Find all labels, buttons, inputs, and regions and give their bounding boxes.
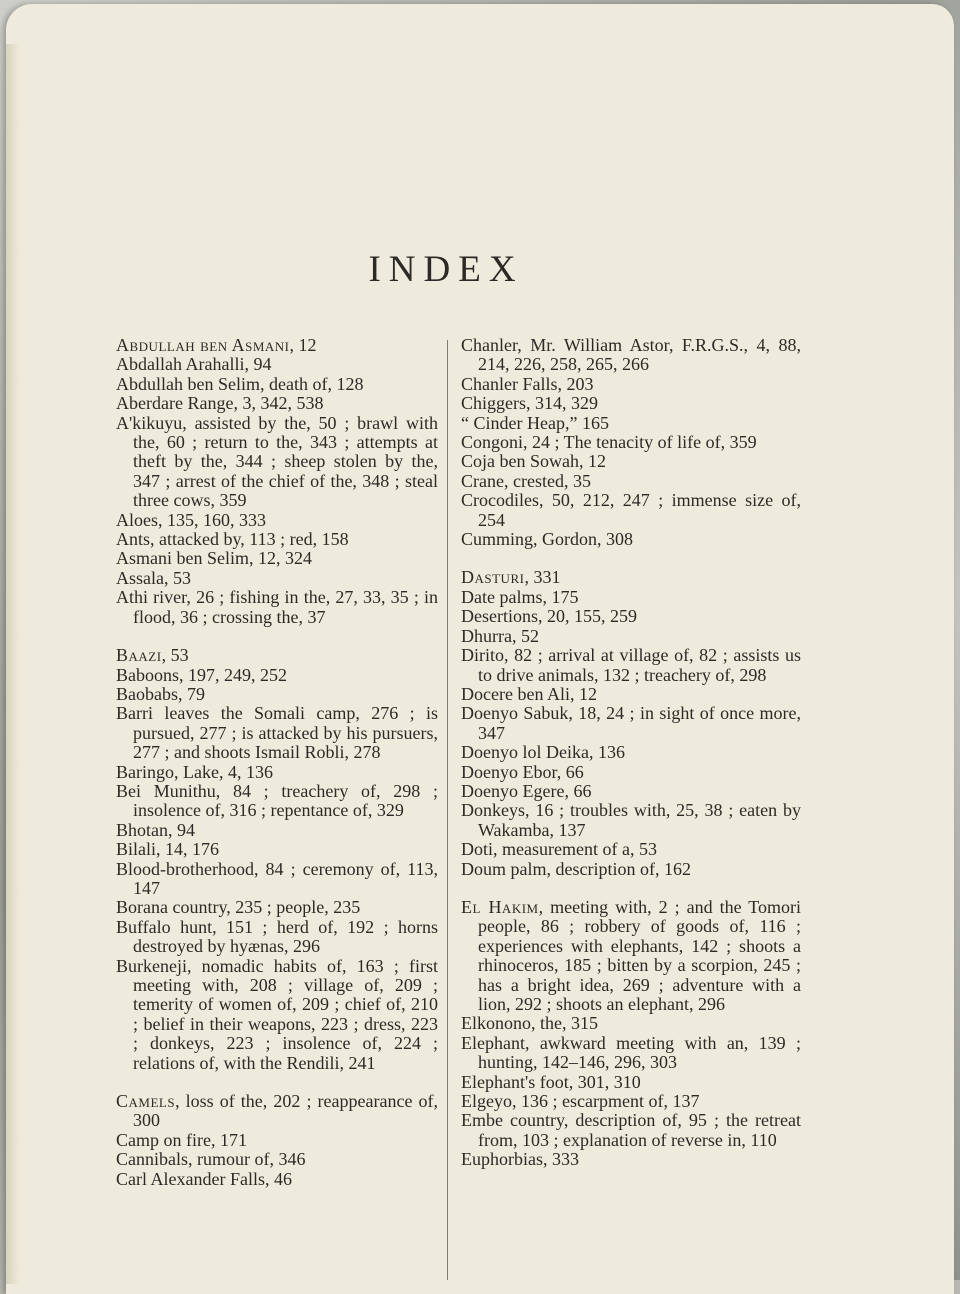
index-entry bbox=[461, 898, 801, 1014]
index-entry: Doum palm, description of, 162 bbox=[461, 858, 691, 879]
index-entry: Doenyo Egere, 66 bbox=[461, 780, 592, 801]
index-entry-heading: El Hakim bbox=[461, 896, 539, 917]
index-entry: Buffalo hunt, 151 ; herd of, 192 ; horns destroyed by hyænas, 296 bbox=[116, 916, 438, 957]
index-entry: Elephant, awkward meeting with an, 139 ; hunting, 142–146, 296, 303 bbox=[461, 1032, 801, 1073]
index-entry: Dirito, 82 ; arrival at village of, 82 ; assists us to drive animals, 132 ; treachery of, 298 bbox=[461, 645, 801, 685]
index-entry: Elgeyo, 136 ; escarpment of, 137 bbox=[461, 1091, 700, 1112]
index-entry: Baboons, 197, 249, 252 bbox=[116, 664, 287, 685]
index-entry: Chanler Falls, 203 bbox=[461, 373, 594, 394]
index-entry-heading: Camels bbox=[116, 1091, 176, 1112]
index-entry: Elephant's foot, 301, 310 bbox=[461, 1071, 641, 1092]
section-gap bbox=[116, 627, 438, 646]
index-entry: Carl Alexander Falls, 46 bbox=[116, 1168, 292, 1189]
index-entry-heading: Abdullah ben Asmani bbox=[116, 335, 290, 355]
index-column-left bbox=[116, 336, 438, 1189]
index-entry bbox=[116, 336, 438, 355]
index-entry: Assala, 53 bbox=[116, 567, 191, 588]
index-entry: Doenyo lol Deika, 136 bbox=[461, 742, 625, 763]
section-gap bbox=[461, 879, 801, 898]
index-entry: Borana country, 235 ; people, 235 bbox=[116, 897, 361, 918]
index-entry: Ants, attacked by, 113 ; red, 158 bbox=[116, 529, 349, 550]
index-entry: Barri leaves the Somali camp, 276 ; is pursued, 277 ; is attacked by his pursuers, 277 ; and shoots Ismail Robli, 278 bbox=[116, 703, 438, 763]
index-entry: Chiggers, 314, 329 bbox=[461, 393, 598, 414]
page-title: INDEX bbox=[368, 249, 524, 290]
index-entry: Congoni, 24 ; The tenacity of life of, 359 bbox=[461, 432, 757, 453]
index-entry: Coja ben Sowah, 12 bbox=[461, 451, 606, 472]
index-entry: Aberdare Range, 3, 342, 538 bbox=[116, 393, 324, 414]
index-entry: Euphorbias, 333 bbox=[461, 1149, 579, 1170]
index-entry: Athi river, 26 ; fishing in the, 27, 33, 35 ; in flood, 36 ; crossing the, 37 bbox=[116, 587, 438, 627]
index-entry: Abdullah ben Selim, death of, 128 bbox=[116, 373, 364, 394]
index-entry: Cumming, Gordon, 308 bbox=[461, 529, 634, 550]
index-entry: Crocodiles, 50, 212, 247 ; immense size of, 254 bbox=[461, 490, 801, 530]
index-entry-heading: Baazi bbox=[116, 645, 162, 666]
index-entry: Doti, measurement of a, 53 bbox=[461, 839, 657, 860]
index-entry-heading: Dasturi bbox=[461, 567, 525, 588]
index-entry: Chanler, Mr. William Astor, F.R.G.S., 4, 88, 214, 226, 258, 265, 266 bbox=[461, 335, 801, 375]
index-entry: Bei Munithu, 84 ; treachery of, 298 ; insolence of, 316 ; repentance of, 329 bbox=[116, 780, 438, 821]
index-entry: Abdallah Arahalli, 94 bbox=[116, 354, 272, 375]
index-entry: Blood-brotherhood, 84 ; ceremony of, 113, 147 bbox=[116, 858, 438, 898]
index-entry: Burkeneji, nomadic habits of, 163 ; first meeting with, 208 ; village of, 209 ; temerity of women of, 209 ; chief of, 210 ; belief in their weapons, 223 ; dress, 223 ; donkeys, 223 ; insolence of, 224 ; relations of, with the Rendili, 241 bbox=[116, 955, 438, 1073]
column-divider bbox=[447, 340, 448, 1280]
index-entry: Baringo, Lake, 4, 136 bbox=[116, 761, 273, 782]
index-column-right bbox=[461, 336, 801, 1170]
index-entry: Dhurra, 52 bbox=[461, 625, 539, 646]
index-entry: Bhotan, 94 bbox=[116, 819, 195, 840]
index-entry: Docere ben Ali, 12 bbox=[461, 683, 597, 704]
index-entry: Aloes, 135, 160, 333 bbox=[116, 509, 266, 530]
page-edge-shadow bbox=[6, 44, 20, 1284]
index-entry-text: , loss of the, 202 ; reappearance of, 300 bbox=[133, 1091, 438, 1131]
index-entry-text: , 331 bbox=[524, 567, 561, 588]
index-entry: Date palms, 175 bbox=[461, 586, 579, 607]
index-entry: Donkeys, 16 ; troubles with, 25, 38 ; eaten by Wakamba, 137 bbox=[461, 800, 801, 840]
section-gap bbox=[461, 549, 801, 568]
book-page bbox=[6, 4, 954, 1294]
index-entry: Desertions, 20, 155, 259 bbox=[461, 606, 637, 627]
index-entry: Doenyo Sabuk, 18, 24 ; in sight of once more, 347 bbox=[461, 703, 801, 743]
index-entry bbox=[461, 568, 801, 587]
index-entry bbox=[116, 1092, 438, 1131]
index-entry: Camp on fire, 171 bbox=[116, 1129, 247, 1150]
index-entry: Embe country, description of, 95 ; the retreat from, 103 ; explanation of reverse in, 110 bbox=[461, 1110, 801, 1150]
index-entry: A'kikuyu, assisted by the, 50 ; brawl with the, 60 ; return to the, 343 ; attempts at theft by the, 344 ; sheep stolen by the, 347 ; arrest of the chief of the, 348 ; steal three cows, 359 bbox=[116, 412, 438, 511]
index-entry: Cannibals, rumour of, 346 bbox=[116, 1149, 306, 1170]
index-entry bbox=[116, 646, 438, 665]
index-entry: Doenyo Ebor, 66 bbox=[461, 761, 584, 782]
index-entry: Baobabs, 79 bbox=[116, 683, 205, 704]
index-entry-text: , 53 bbox=[161, 645, 189, 666]
index-entry: Crane, crested, 35 bbox=[461, 470, 591, 491]
index-entry: Bilali, 14, 176 bbox=[116, 839, 219, 860]
index-entry: Elkonono, the, 315 bbox=[461, 1013, 598, 1034]
index-entry: Asmani ben Selim, 12, 324 bbox=[116, 548, 312, 569]
index-entry-text: , meeting with, 2 ; and the Tomori people, 86 ; robbery of goods of, 116 ; experiences with elephants, 142 ; shoots a rhinoceros, 185 ; bitten by a scorpion, 245 ; has a bright idea, 269 ; adventure with a lion, 292 ; shoots an elephant, 296 bbox=[478, 896, 801, 1014]
index-entry: “ Cinder Heap,” 165 bbox=[461, 412, 609, 433]
index-entry-text: , 12 bbox=[289, 335, 317, 355]
section-gap bbox=[116, 1073, 438, 1092]
